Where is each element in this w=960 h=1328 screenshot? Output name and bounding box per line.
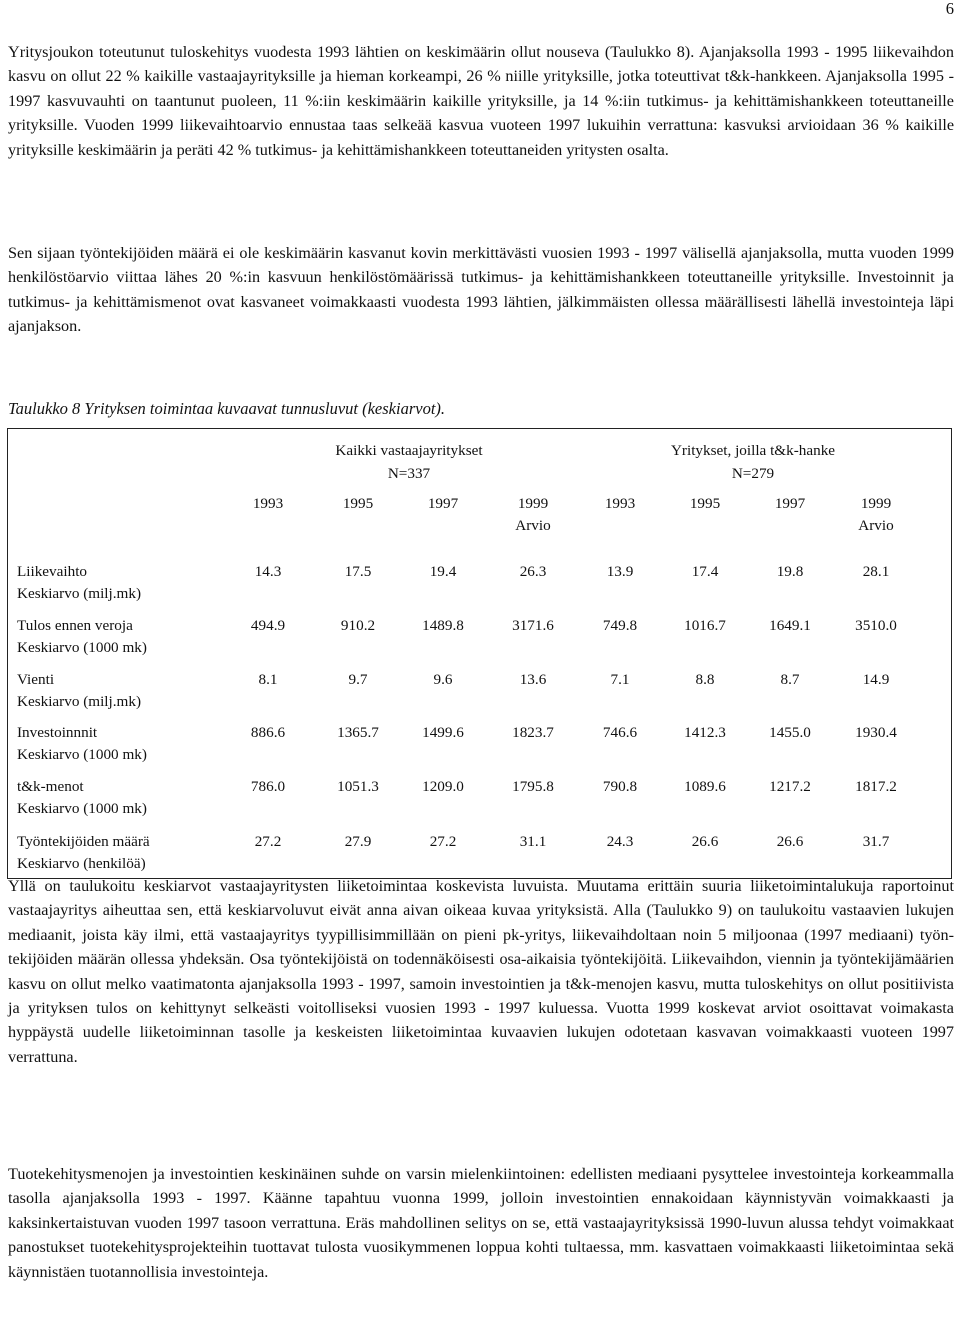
- table-cell: 1089.6: [684, 778, 726, 795]
- table-cell: 1455.0: [769, 724, 811, 741]
- table-cell: 26.6: [691, 833, 719, 850]
- data-table: [7, 428, 952, 879]
- row-metric-unit: Keskiarvo (milj.mk): [17, 693, 142, 710]
- table-cell: 8.8: [695, 671, 715, 688]
- table-cell: 28.1: [862, 563, 890, 580]
- table-cell: 886.6: [250, 724, 286, 741]
- table-cell: 14.9: [862, 671, 890, 688]
- year-header: 1997: [774, 495, 806, 512]
- table-cell: 746.6: [602, 724, 638, 741]
- paragraph-employees: Sen sijaan työntekijöiden määrä ei ole keskimäärin kasvanut kovin merkittävästi vuosien 1993 - 1997 välisellä ajanjaksolla, mutta vuoden 1999 henkilöstöarvio viittaa lähes 20 %:in kasvuun henkilöstömäärissä tutkimus- ja kehittämishankkeen toteuttaneille yrityksille. Investoinnit ja tutkimus- ja kehittämismenot ovat kasvaneet voimakkaasti vuodesta 1993 lähtien, jälkimmäisten ollessa määrällisesti lähellä investointeja läpi ajanjakson.: [8, 244, 954, 336]
- row-label: [17, 776, 147, 820]
- table-cell: 17.4: [691, 563, 719, 580]
- table-cell: 494.9: [250, 617, 286, 634]
- paragraph-rd-investments: Tuotekehitysmenojen ja investointien keskinäinen suhde on varsin mielenkiintoinen: edellisten mediaani pysyttelee investointeja korkeammalla tasolla ajanjaksolla 1993 - 1997. Käänne tapahtuu vuonna 1999, jolloin investointien ennakoidaan käynnistyvän voimakkaasti ja kaksinkertaistuvan vuoden 1997 tasoon verrattuna. Eräs mahdollinen selitys on se, että vastaajayrityksissä 1990-luvun alussa tehdyt voimakkaat panostukset tuotekehitysprojekteihin tuottavat tulosta vuosikymmenen loppua kohti tultaessa, mm. kasvattaen voimakkaasti liiketoimintaa sekä käynnistäen tuotannollisia investointeja.: [8, 1165, 954, 1281]
- table-cell: 790.8: [602, 778, 638, 795]
- table-cell: 19.4: [429, 563, 457, 580]
- row-label: [17, 831, 150, 875]
- paragraph-averages: Yllä on taulukoitu keskiarvot vastaajayritysten liiketoimintaa koskevista luvuista. Muutama erittäin suuria liiketoimintalukuja raportoinut vastaajayritys aiheuttaa sen, että keskiarvoluvut eivät anna aivan oikeaa kuvaa yrityksistä. Alla (Taulukko 9) on taulukoitu vastaavien lukujen mediaanit, joista käy ilmi, että vastaajayritys tyypillisimmillään on pieni pk-yritys, liikevaihdoltaan noin 5 miljoonaa (1997 mediaani) työntekijöiden määrän ollessa yhdeksän. Osa työntekijöistä on todennäköisesti osa-aikaisia työntekijöitä. Liikevaihdon, viennin ja työntekijämäärien kasvu on ollut melko vaatimatonta ajanjaksolla 1993 - 1997, samoin investointien ja t&k-menojen kasvu, mutta tuloskehitys on ollut positiivista ja yrityksen tulos on kehittynyt selkeästi voitolliseksi vuosien 1993 - 1997 kuluessa. Vuotta 1999 koskevat arviot osoittavat voimakasta hyppäystä uudelle liiketoiminnan tasolle ja keskeisten liiketoimintaa kuvaavien lukujen odotetaan kasvavan voimakkaasti vuoteen 1997 verrattuna.: [8, 877, 954, 1066]
- table-cell: 27.9: [344, 833, 372, 850]
- table-cell: 786.0: [250, 778, 286, 795]
- table-cell: 1499.6: [422, 724, 464, 741]
- paragraph-intro: Yritysjoukon toteutunut tuloskehitys vuodesta 1993 lähtien on keskimäärin ollut nouseva (Taulukko 8). Ajanjaksolla 1993 - 1995 liikevaihdon kasvu on ollut 22 % kaikille vastaajayrityksille ja hieman korkeampi, 26 % niille yrityksille, jotka toteuttivat t&k-hankkeen. Ajanjaksolla 1995 - 1997 kasvuvauhti on taantunut puoleen, 11 %:iin keskimäärin kaikille yrityksille, ja 14 %:iin tutkimus- ja kehittämishankkeen toteuttaneille yrityksille. Vuoden 1999 liikevaihtoarvio ennustaa taas selkeää kasvua vuoteen 1997 lukuihin verrattuna: kasvuksi arvioidaan 36 % kaikille yrityksille keskimäärin ja peräti 42 % tutkimus- ja kehittämishankkeen toteuttaneiden yritysten osalta.: [8, 43, 954, 159]
- table-cell: 1823.7: [512, 724, 554, 741]
- table-cell: 31.1: [519, 833, 547, 850]
- table-cell: 7.1: [610, 671, 630, 688]
- table-cell: 1649.1: [769, 617, 811, 634]
- table-cell: 8.7: [780, 671, 800, 688]
- table-cell: 1051.3: [337, 778, 379, 795]
- year-header: 1995: [689, 495, 721, 512]
- row-metric-name: Tulos ennen veroja: [17, 617, 133, 634]
- table-cell: 14.3: [254, 563, 282, 580]
- row-label: [17, 722, 147, 766]
- row-metric-unit: Keskiarvo (1000 mk): [17, 746, 147, 763]
- row-metric-name: Liikevaihto: [17, 563, 88, 580]
- table-cell: 910.2: [340, 617, 376, 634]
- table-cell: 9.7: [348, 671, 368, 688]
- table-cell: 1795.8: [512, 778, 554, 795]
- table-cell: 1412.3: [684, 724, 726, 741]
- table-cell: 1817.2: [855, 778, 897, 795]
- row-metric-name: Työntekijöiden määrä: [17, 833, 150, 850]
- table-cell: 749.8: [602, 617, 638, 634]
- row-metric-unit: Keskiarvo (milj.mk): [17, 585, 142, 602]
- row-label: [17, 669, 141, 713]
- table-cell: 1365.7: [337, 724, 379, 741]
- table-cell: 1016.7: [684, 617, 726, 634]
- table-cell: 1930.4: [855, 724, 897, 741]
- year-header: 1995: [342, 495, 374, 512]
- row-metric-unit: Keskiarvo (1000 mk): [17, 800, 147, 817]
- table-cell: 24.3: [606, 833, 634, 850]
- row-metric-name: Vienti: [17, 671, 55, 688]
- table-cell: 17.5: [344, 563, 372, 580]
- table-cell: 1489.8: [422, 617, 464, 634]
- year-header-estimate: 1999 Arvio: [858, 495, 894, 534]
- year-header: 1997: [427, 495, 459, 512]
- row-label: [17, 615, 147, 659]
- table-cell: 3510.0: [855, 617, 897, 634]
- table-cell: 27.2: [254, 833, 282, 850]
- row-metric-name: t&k-menot: [17, 778, 84, 795]
- table-cell: 13.9: [606, 563, 634, 580]
- page-number: 6: [945, 0, 954, 18]
- table-cell: 26.3: [519, 563, 547, 580]
- table-cell: 26.6: [776, 833, 804, 850]
- group-header-rd: Yritykset, joilla t&k-hanke N=279: [670, 442, 836, 482]
- table-caption: Taulukko 8 Yrityksen toimintaa kuvaavat tunnusluvut (keskiarvot).: [8, 399, 446, 418]
- year-header: 1993: [604, 495, 636, 512]
- row-label: [17, 561, 141, 605]
- table-cell: 31.7: [862, 833, 890, 850]
- table-cell: 1209.0: [422, 778, 464, 795]
- year-header: 1993: [252, 495, 284, 512]
- row-metric-unit: Keskiarvo (henkilöä): [17, 855, 146, 872]
- table-cell: 1217.2: [769, 778, 811, 795]
- year-header-estimate: 1999 Arvio: [515, 495, 551, 534]
- table-cell: 9.6: [433, 671, 453, 688]
- table-cell: 3171.6: [512, 617, 554, 634]
- table-cell: 13.6: [519, 671, 547, 688]
- table-cell: 19.8: [776, 563, 804, 580]
- row-metric-unit: Keskiarvo (1000 mk): [17, 639, 147, 656]
- table-cell: 8.1: [258, 671, 278, 688]
- row-metric-name: Investoinnnit: [17, 724, 98, 741]
- group-header-all: Kaikki vastaajayritykset N=337: [335, 442, 483, 482]
- table-cell: 27.2: [429, 833, 457, 850]
